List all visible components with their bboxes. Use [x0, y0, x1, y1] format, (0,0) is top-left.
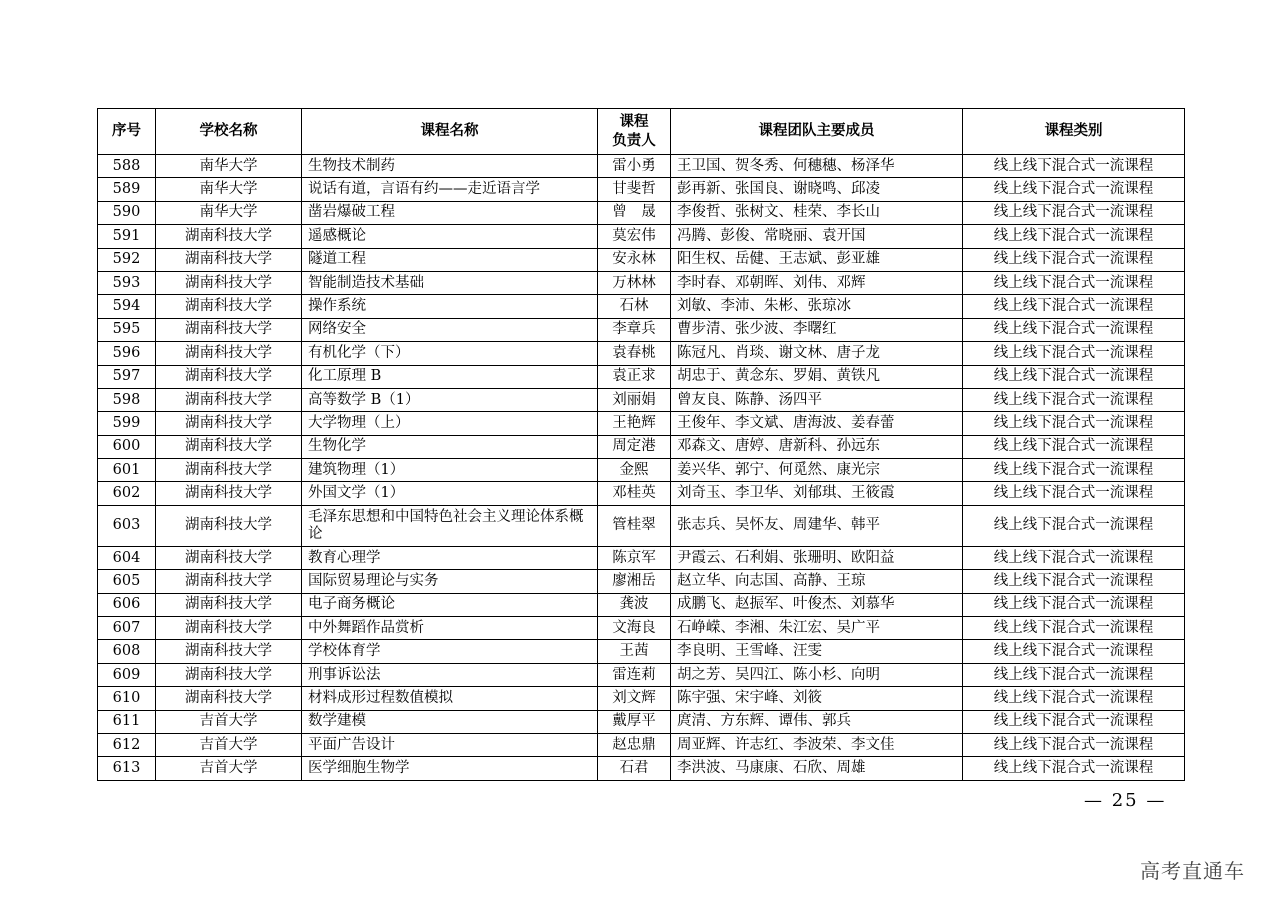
cell-school: 湖南科技大学: [156, 593, 302, 616]
cell-school: 湖南科技大学: [156, 617, 302, 640]
cell-category: 线上线下混合式一流课程: [963, 593, 1185, 616]
cell-school: 湖南科技大学: [156, 342, 302, 365]
cell-leader: 刘丽娟: [598, 388, 671, 411]
cell-category: 线上线下混合式一流课程: [963, 201, 1185, 224]
cell-leader: 陈京军: [598, 546, 671, 569]
cell-leader: 袁正求: [598, 365, 671, 388]
cell-leader: 甘斐哲: [598, 178, 671, 201]
cell-no: 604: [98, 546, 156, 569]
cell-no: 599: [98, 412, 156, 435]
cell-leader: 文海良: [598, 617, 671, 640]
cell-team: 邓森文、唐婷、唐新科、孙远东: [671, 435, 963, 458]
cell-school: 湖南科技大学: [156, 687, 302, 710]
cell-leader: 邓桂英: [598, 482, 671, 505]
cell-leader: 雷连莉: [598, 663, 671, 686]
table-row: [98, 617, 1185, 640]
cell-course: 外国文学（1）: [302, 482, 598, 505]
table-row: [98, 365, 1185, 388]
cell-leader: 万林林: [598, 271, 671, 294]
cell-category: 线上线下混合式一流课程: [963, 365, 1185, 388]
cell-leader: 龚波: [598, 593, 671, 616]
cell-school: 湖南科技大学: [156, 663, 302, 686]
table-row: [98, 178, 1185, 201]
cell-no: 588: [98, 155, 156, 178]
cell-team: 尹霞云、石利娟、张珊明、欧阳益: [671, 546, 963, 569]
cell-category: 线上线下混合式一流课程: [963, 342, 1185, 365]
cell-school: 湖南科技大学: [156, 225, 302, 248]
cell-team: 赵立华、向志国、高静、王琼: [671, 570, 963, 593]
cell-team: 陈冠凡、肖琰、谢文林、唐子龙: [671, 342, 963, 365]
cell-team: 李时春、邓朝晖、刘伟、邓辉: [671, 271, 963, 294]
cell-no: 612: [98, 733, 156, 756]
cell-course: 凿岩爆破工程: [302, 201, 598, 224]
cell-leader: 莫宏伟: [598, 225, 671, 248]
table-row: [98, 412, 1185, 435]
cell-team: 刘敏、李沛、朱彬、张琼冰: [671, 295, 963, 318]
table-row: [98, 687, 1185, 710]
cell-no: 600: [98, 435, 156, 458]
table-row: [98, 663, 1185, 686]
table-row: [98, 505, 1185, 546]
cell-no: 610: [98, 687, 156, 710]
cell-leader: 李章兵: [598, 318, 671, 341]
table-row: [98, 248, 1185, 271]
cell-no: 613: [98, 757, 156, 780]
cell-no: 597: [98, 365, 156, 388]
cell-course: 学校体育学: [302, 640, 598, 663]
table-row: [98, 435, 1185, 458]
cell-course: 网络安全: [302, 318, 598, 341]
cell-school: 吉首大学: [156, 757, 302, 780]
cell-category: 线上线下混合式一流课程: [963, 482, 1185, 505]
cell-team: 陈宇强、宋宇峰、刘筱: [671, 687, 963, 710]
table-header-row: [98, 109, 1185, 155]
cell-school: 湖南科技大学: [156, 318, 302, 341]
cell-no: 594: [98, 295, 156, 318]
course-list-sheet: [97, 108, 1184, 781]
cell-category: 线上线下混合式一流课程: [963, 295, 1185, 318]
cell-team: 李洪波、马康康、石欣、周雄: [671, 757, 963, 780]
table-row: [98, 155, 1185, 178]
cell-school: 吉首大学: [156, 710, 302, 733]
table-row: [98, 546, 1185, 569]
cell-leader: 安永林: [598, 248, 671, 271]
header-leader-line2: 负责人: [612, 132, 656, 149]
table-row: [98, 318, 1185, 341]
cell-no: 593: [98, 271, 156, 294]
cell-school: 湖南科技大学: [156, 459, 302, 482]
cell-leader: 曾 晟: [598, 201, 671, 224]
cell-team: 姜兴华、郭宁、何觅然、康光宗: [671, 459, 963, 482]
cell-category: 线上线下混合式一流课程: [963, 435, 1185, 458]
cell-school: 湖南科技大学: [156, 365, 302, 388]
cell-team: 李良明、王雪峰、汪雯: [671, 640, 963, 663]
cell-team: 彭再新、张国良、谢晓鸣、邱凌: [671, 178, 963, 201]
header-team: 课程团队主要成员: [671, 109, 963, 155]
cell-leader: 雷小勇: [598, 155, 671, 178]
cell-course: 智能制造技术基础: [302, 271, 598, 294]
table-row: [98, 388, 1185, 411]
cell-team: 阳生权、岳健、王志斌、彭亚雄: [671, 248, 963, 271]
cell-school: 湖南科技大学: [156, 412, 302, 435]
cell-category: 线上线下混合式一流课程: [963, 155, 1185, 178]
cell-school: 湖南科技大学: [156, 295, 302, 318]
cell-school: 湖南科技大学: [156, 248, 302, 271]
header-leader-line1: 课程: [619, 113, 649, 130]
cell-leader: 戴厚平: [598, 710, 671, 733]
cell-category: 线上线下混合式一流课程: [963, 225, 1185, 248]
cell-course: 遥感概论: [302, 225, 598, 248]
cell-leader: 金熙: [598, 459, 671, 482]
header-course: 课程名称: [302, 109, 598, 155]
cell-leader: 刘文辉: [598, 687, 671, 710]
cell-school: 湖南科技大学: [156, 482, 302, 505]
header-school: 学校名称: [156, 109, 302, 155]
cell-category: 线上线下混合式一流课程: [963, 271, 1185, 294]
cell-school: 湖南科技大学: [156, 640, 302, 663]
cell-leader: 王艳辉: [598, 412, 671, 435]
cell-leader: 袁春桃: [598, 342, 671, 365]
table-row: [98, 570, 1185, 593]
cell-category: 线上线下混合式一流课程: [963, 459, 1185, 482]
cell-leader: 赵忠鼎: [598, 733, 671, 756]
cell-category: 线上线下混合式一流课程: [963, 546, 1185, 569]
table-row: [98, 757, 1185, 780]
cell-category: 线上线下混合式一流课程: [963, 570, 1185, 593]
cell-course: 说话有道，言语有约——走近语言学: [302, 178, 598, 201]
cell-team: 王俊年、李文斌、唐海波、姜春蕾: [671, 412, 963, 435]
cell-school: 吉首大学: [156, 733, 302, 756]
cell-no: 592: [98, 248, 156, 271]
cell-school: 南华大学: [156, 178, 302, 201]
cell-course: 高等数学 B（1）: [302, 388, 598, 411]
cell-team: 成鹏飞、赵振军、叶俊杰、刘慕华: [671, 593, 963, 616]
cell-no: 603: [98, 505, 156, 546]
cell-course: 建筑物理（1）: [302, 459, 598, 482]
cell-course: 材料成形过程数值模拟: [302, 687, 598, 710]
cell-no: 598: [98, 388, 156, 411]
cell-course: 大学物理（上）: [302, 412, 598, 435]
cell-category: 线上线下混合式一流课程: [963, 640, 1185, 663]
cell-school: 湖南科技大学: [156, 546, 302, 569]
cell-leader: 廖湘岳: [598, 570, 671, 593]
course-table: [97, 108, 1185, 781]
table-row: [98, 201, 1185, 224]
cell-no: 606: [98, 593, 156, 616]
table-row: [98, 733, 1185, 756]
cell-no: 601: [98, 459, 156, 482]
cell-no: 609: [98, 663, 156, 686]
cell-team: 曹步清、张少波、李曙红: [671, 318, 963, 341]
cell-category: 线上线下混合式一流课程: [963, 710, 1185, 733]
table-row: [98, 640, 1185, 663]
cell-category: 线上线下混合式一流课程: [963, 757, 1185, 780]
cell-school: 湖南科技大学: [156, 570, 302, 593]
cell-no: 591: [98, 225, 156, 248]
cell-leader: 石林: [598, 295, 671, 318]
cell-team: 周亚辉、许志红、李波荣、李文佳: [671, 733, 963, 756]
cell-no: 605: [98, 570, 156, 593]
cell-no: 590: [98, 201, 156, 224]
cell-category: 线上线下混合式一流课程: [963, 248, 1185, 271]
cell-no: 589: [98, 178, 156, 201]
cell-team: 李俊哲、张树文、桂荣、李长山: [671, 201, 963, 224]
cell-category: 线上线下混合式一流课程: [963, 412, 1185, 435]
cell-category: 线上线下混合式一流课程: [963, 733, 1185, 756]
table-row: [98, 342, 1185, 365]
cell-course: 隧道工程: [302, 248, 598, 271]
cell-school: 湖南科技大学: [156, 388, 302, 411]
cell-team: 冯腾、彭俊、常晓丽、袁开国: [671, 225, 963, 248]
table-row: [98, 482, 1185, 505]
cell-course: 刑事诉讼法: [302, 663, 598, 686]
cell-team: 曾友良、陈静、汤四平: [671, 388, 963, 411]
header-no: 序号: [98, 109, 156, 155]
cell-course: 平面广告设计: [302, 733, 598, 756]
cell-category: 线上线下混合式一流课程: [963, 617, 1185, 640]
cell-category: 线上线下混合式一流课程: [963, 318, 1185, 341]
cell-team: 石峥嵘、李湘、朱江宏、吴广平: [671, 617, 963, 640]
cell-team: 胡忠于、黄念东、罗娟、黄铁凡: [671, 365, 963, 388]
cell-leader: 管桂翠: [598, 505, 671, 546]
cell-no: 607: [98, 617, 156, 640]
cell-course: 毛泽东思想和中国特色社会主义理论体系概论: [302, 505, 598, 546]
table-row: [98, 710, 1185, 733]
cell-course: 化工原理 B: [302, 365, 598, 388]
table-row: [98, 295, 1185, 318]
cell-category: 线上线下混合式一流课程: [963, 178, 1185, 201]
cell-course: 操作系统: [302, 295, 598, 318]
header-category: 课程类别: [963, 109, 1185, 155]
table-row: [98, 459, 1185, 482]
cell-leader: 石君: [598, 757, 671, 780]
cell-school: 南华大学: [156, 155, 302, 178]
cell-no: 611: [98, 710, 156, 733]
cell-team: 刘奇玉、李卫华、刘郁琪、王筱霞: [671, 482, 963, 505]
cell-category: 线上线下混合式一流课程: [963, 388, 1185, 411]
cell-course: 医学细胞生物学: [302, 757, 598, 780]
cell-course: 教育心理学: [302, 546, 598, 569]
cell-course: 电子商务概论: [302, 593, 598, 616]
cell-team: 胡之芳、吴四江、陈小杉、向明: [671, 663, 963, 686]
table-row: [98, 593, 1185, 616]
table-row: [98, 225, 1185, 248]
cell-leader: 王茜: [598, 640, 671, 663]
cell-no: 608: [98, 640, 156, 663]
cell-category: 线上线下混合式一流课程: [963, 505, 1185, 546]
cell-course: 数学建模: [302, 710, 598, 733]
cell-course: 生物化学: [302, 435, 598, 458]
cell-category: 线上线下混合式一流课程: [963, 687, 1185, 710]
cell-school: 湖南科技大学: [156, 505, 302, 546]
cell-category: 线上线下混合式一流课程: [963, 663, 1185, 686]
cell-school: 南华大学: [156, 201, 302, 224]
cell-team: 庹清、方东辉、谭伟、郭兵: [671, 710, 963, 733]
cell-no: 596: [98, 342, 156, 365]
cell-school: 湖南科技大学: [156, 271, 302, 294]
cell-no: 595: [98, 318, 156, 341]
cell-course: 有机化学（下）: [302, 342, 598, 365]
cell-leader: 周定港: [598, 435, 671, 458]
cell-no: 602: [98, 482, 156, 505]
cell-course: 中外舞蹈作品赏析: [302, 617, 598, 640]
cell-course: 生物技术制药: [302, 155, 598, 178]
watermark-text: 高考直通车: [1140, 859, 1245, 883]
cell-team: 王卫国、贺冬秀、何穗穗、杨泽华: [671, 155, 963, 178]
cell-team: 张志兵、吴怀友、周建华、韩平: [671, 505, 963, 546]
table-body: [98, 155, 1185, 781]
cell-course: 国际贸易理论与实务: [302, 570, 598, 593]
cell-school: 湖南科技大学: [156, 435, 302, 458]
page-number: — 25 —: [1084, 790, 1167, 811]
table-row: [98, 271, 1185, 294]
header-leader: [598, 109, 671, 155]
